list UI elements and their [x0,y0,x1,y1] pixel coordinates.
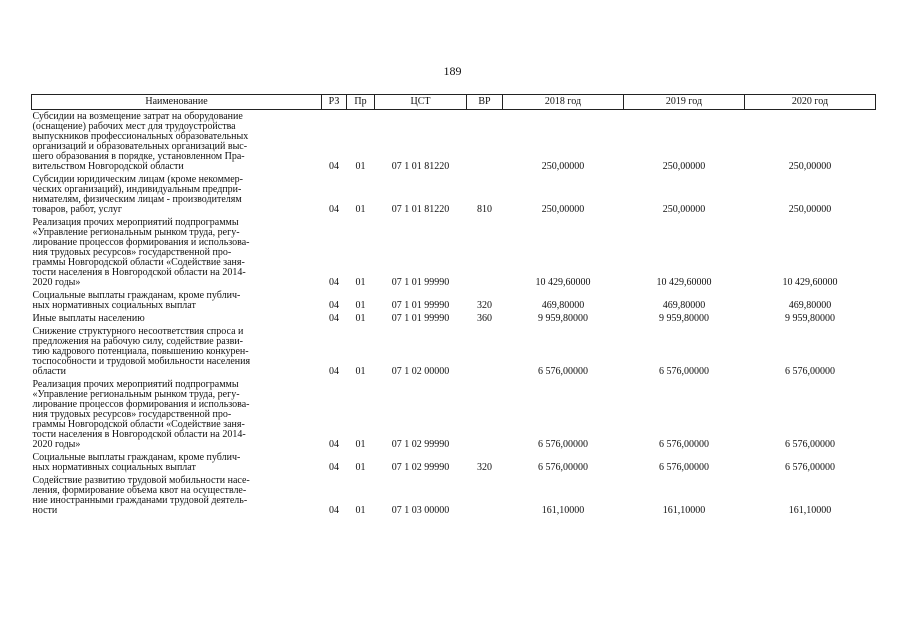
cell-vr [467,110,503,174]
cell-name-line: 2020 годы» [32,277,81,288]
cell-name [32,474,322,517]
cell-name [32,451,322,474]
cell-name-line: шего образования в порядке, установленном Пра- [32,151,245,162]
cell-cst: 07 1 01 99990 [391,300,450,311]
cell-vr [467,378,503,451]
cell-vr: 360 [477,313,492,324]
cell-vr: 810 [477,204,492,215]
cell-name-line: Снижение структурного несоответствия спроса и [32,326,244,337]
cell-amount-2018: 9 959,80000 [538,313,588,324]
cell-amount-2018: 6 576,00000 [538,439,588,450]
cell-name-line: тости населения в Новгородской области на 2014- [32,267,246,278]
table-row [32,289,876,312]
table-row [32,312,876,325]
cell-name-line: области [32,366,66,377]
cell-name [32,312,322,325]
cell-name-line: Субсидии на возмещение затрат на оборудование [32,111,243,122]
cell-rz: 04 [329,277,339,288]
cell-rz: 04 [329,313,339,324]
cell-cst: 07 1 01 99990 [391,313,450,324]
cell-name-line: ческих организаций), индивидуальным предпри- [32,184,242,195]
cell-cst: 07 1 03 00000 [391,505,450,516]
cell-name-line: тоспособности и трудовой мобильности населения [32,356,251,367]
cell-amount-2020: 469,80000 [788,300,832,311]
cell-name-line: организаций и образовательных организаций выс- [32,141,248,152]
cell-name-line: лирование процессов формирования и использова- [32,237,250,248]
header-2018: 2018 год [503,95,624,110]
table-row [32,110,876,174]
cell-cst: 07 1 02 99990 [391,439,450,450]
cell-name [32,378,322,451]
table-row [32,474,876,517]
cell-amount-2019: 6 576,00000 [659,439,709,450]
header-cst: ЦСТ [375,95,467,110]
cell-amount-2020: 250,00000 [788,161,832,172]
cell-rz: 04 [329,204,339,215]
cell-rz: 04 [329,161,339,172]
cell-pr: 01 [355,313,366,324]
cell-name-line: Реализация прочих мероприятий подпрограммы [32,217,239,228]
budget-table [31,94,876,517]
cell-amount-2020: 6 576,00000 [785,366,835,377]
table-row [32,325,876,378]
cell-name-line: товаров, работ, услуг [32,204,123,215]
cell-name [32,325,322,378]
cell-amount-2019: 6 576,00000 [659,366,709,377]
cell-amount-2019: 250,00000 [662,161,706,172]
cell-name-line: тию кадрового потенциала, повышению конкурен- [32,346,249,357]
cell-rz: 04 [329,366,339,377]
cell-amount-2019: 250,00000 [662,204,706,215]
cell-rz: 04 [329,505,339,516]
cell-name [32,216,322,289]
cell-name-line: (оснащение) рабочих мест для трудоустройства [32,121,236,132]
cell-name-line: выпускников профессиональных образовательных [32,131,249,142]
cell-name-line: предложения на рабочую силу, содействие разви- [32,336,243,347]
cell-amount-2020: 9 959,80000 [785,313,835,324]
cell-cst: 07 1 02 99990 [391,462,450,473]
cell-rz: 04 [329,439,339,450]
cell-name-line: нимателям, физическим лицам - производителям [32,194,242,205]
cell-amount-2020: 161,10000 [788,505,832,516]
cell-amount-2018: 250,00000 [541,204,585,215]
cell-pr: 01 [355,161,366,172]
cell-amount-2019: 469,80000 [662,300,706,311]
cell-amount-2019: 10 429,60000 [656,277,712,288]
cell-name-line: вительством Новгородской области [32,161,184,172]
header-name: Наименование [32,95,322,110]
cell-name-line: Содействие развитию трудовой мобильности насе- [32,475,250,486]
header-vr: ВР [467,95,503,110]
cell-pr: 01 [355,204,366,215]
cell-name-line: Социальные выплаты гражданам, кроме публич- [32,452,241,463]
cell-rz: 04 [329,462,339,473]
cell-amount-2018: 10 429,60000 [535,277,591,288]
header-rz: РЗ [322,95,347,110]
cell-cst: 07 1 01 99990 [391,277,450,288]
cell-name-line: «Управление региональным рынком труда, регу- [32,389,240,400]
cell-cst: 07 1 01 81220 [391,204,450,215]
cell-name [32,289,322,312]
cell-vr [467,216,503,289]
cell-pr: 01 [355,300,366,311]
cell-name-line: Социальные выплаты гражданам, кроме публич- [32,290,241,301]
cell-vr: 320 [477,300,492,311]
table-row [32,173,876,216]
cell-name-line: ных нормативных социальных выплат [32,462,196,473]
cell-name-line: граммы Новгородской области «Содействие заня- [32,419,245,430]
cell-pr: 01 [355,439,366,450]
table-row [32,451,876,474]
cell-amount-2018: 6 576,00000 [538,462,588,473]
cell-name-line: Иные выплаты населению [32,313,145,324]
cell-amount-2018: 469,80000 [541,300,585,311]
cell-name-line: лирование процессов формирования и использова- [32,399,250,410]
cell-name-line: Реализация прочих мероприятий подпрограммы [32,379,239,390]
cell-name-line: граммы Новгородской области «Содействие заня- [32,257,245,268]
cell-name-line: ных нормативных социальных выплат [32,300,196,311]
header-2019: 2019 год [624,95,745,110]
cell-name-line: тости населения в Новгородской области на 2014- [32,429,246,440]
table-row [32,378,876,451]
cell-name [32,173,322,216]
cell-name-line: ления, формирование объема квот на осуществле- [32,485,247,496]
cell-cst: 07 1 01 81220 [391,161,450,172]
cell-name-line: ния трудовых ресурсов» государственной про- [32,247,232,258]
cell-pr: 01 [355,366,366,377]
cell-amount-2019: 9 959,80000 [659,313,709,324]
cell-amount-2020: 6 576,00000 [785,439,835,450]
table-row [32,216,876,289]
cell-vr [467,474,503,517]
cell-name-line: «Управление региональным рынком труда, регу- [32,227,240,238]
page-number: 189 [443,64,462,78]
cell-amount-2019: 161,10000 [662,505,706,516]
cell-cst: 07 1 02 00000 [391,366,450,377]
cell-amount-2020: 250,00000 [788,204,832,215]
cell-amount-2018: 6 576,00000 [538,366,588,377]
cell-name-line: 2020 годы» [32,439,81,450]
cell-amount-2018: 161,10000 [541,505,585,516]
cell-vr [467,325,503,378]
cell-amount-2018: 250,00000 [541,161,585,172]
table-body [32,110,876,518]
header-pr: Пр [347,95,375,110]
cell-name-line: ние иностранными гражданами трудовой деятель- [32,495,248,506]
cell-name-line: ния трудовых ресурсов» государственной про- [32,409,232,420]
cell-name [32,110,322,174]
table-header-row [32,95,876,110]
header-2020: 2020 год [745,95,876,110]
cell-amount-2019: 6 576,00000 [659,462,709,473]
cell-name-line: ности [32,505,58,516]
cell-rz: 04 [329,300,339,311]
cell-amount-2020: 10 429,60000 [782,277,838,288]
cell-pr: 01 [355,462,366,473]
cell-pr: 01 [355,277,366,288]
cell-amount-2020: 6 576,00000 [785,462,835,473]
cell-pr: 01 [355,505,366,516]
cell-vr: 320 [477,462,492,473]
cell-name-line: Субсидии юридическим лицам (кроме некоммер- [32,174,244,185]
